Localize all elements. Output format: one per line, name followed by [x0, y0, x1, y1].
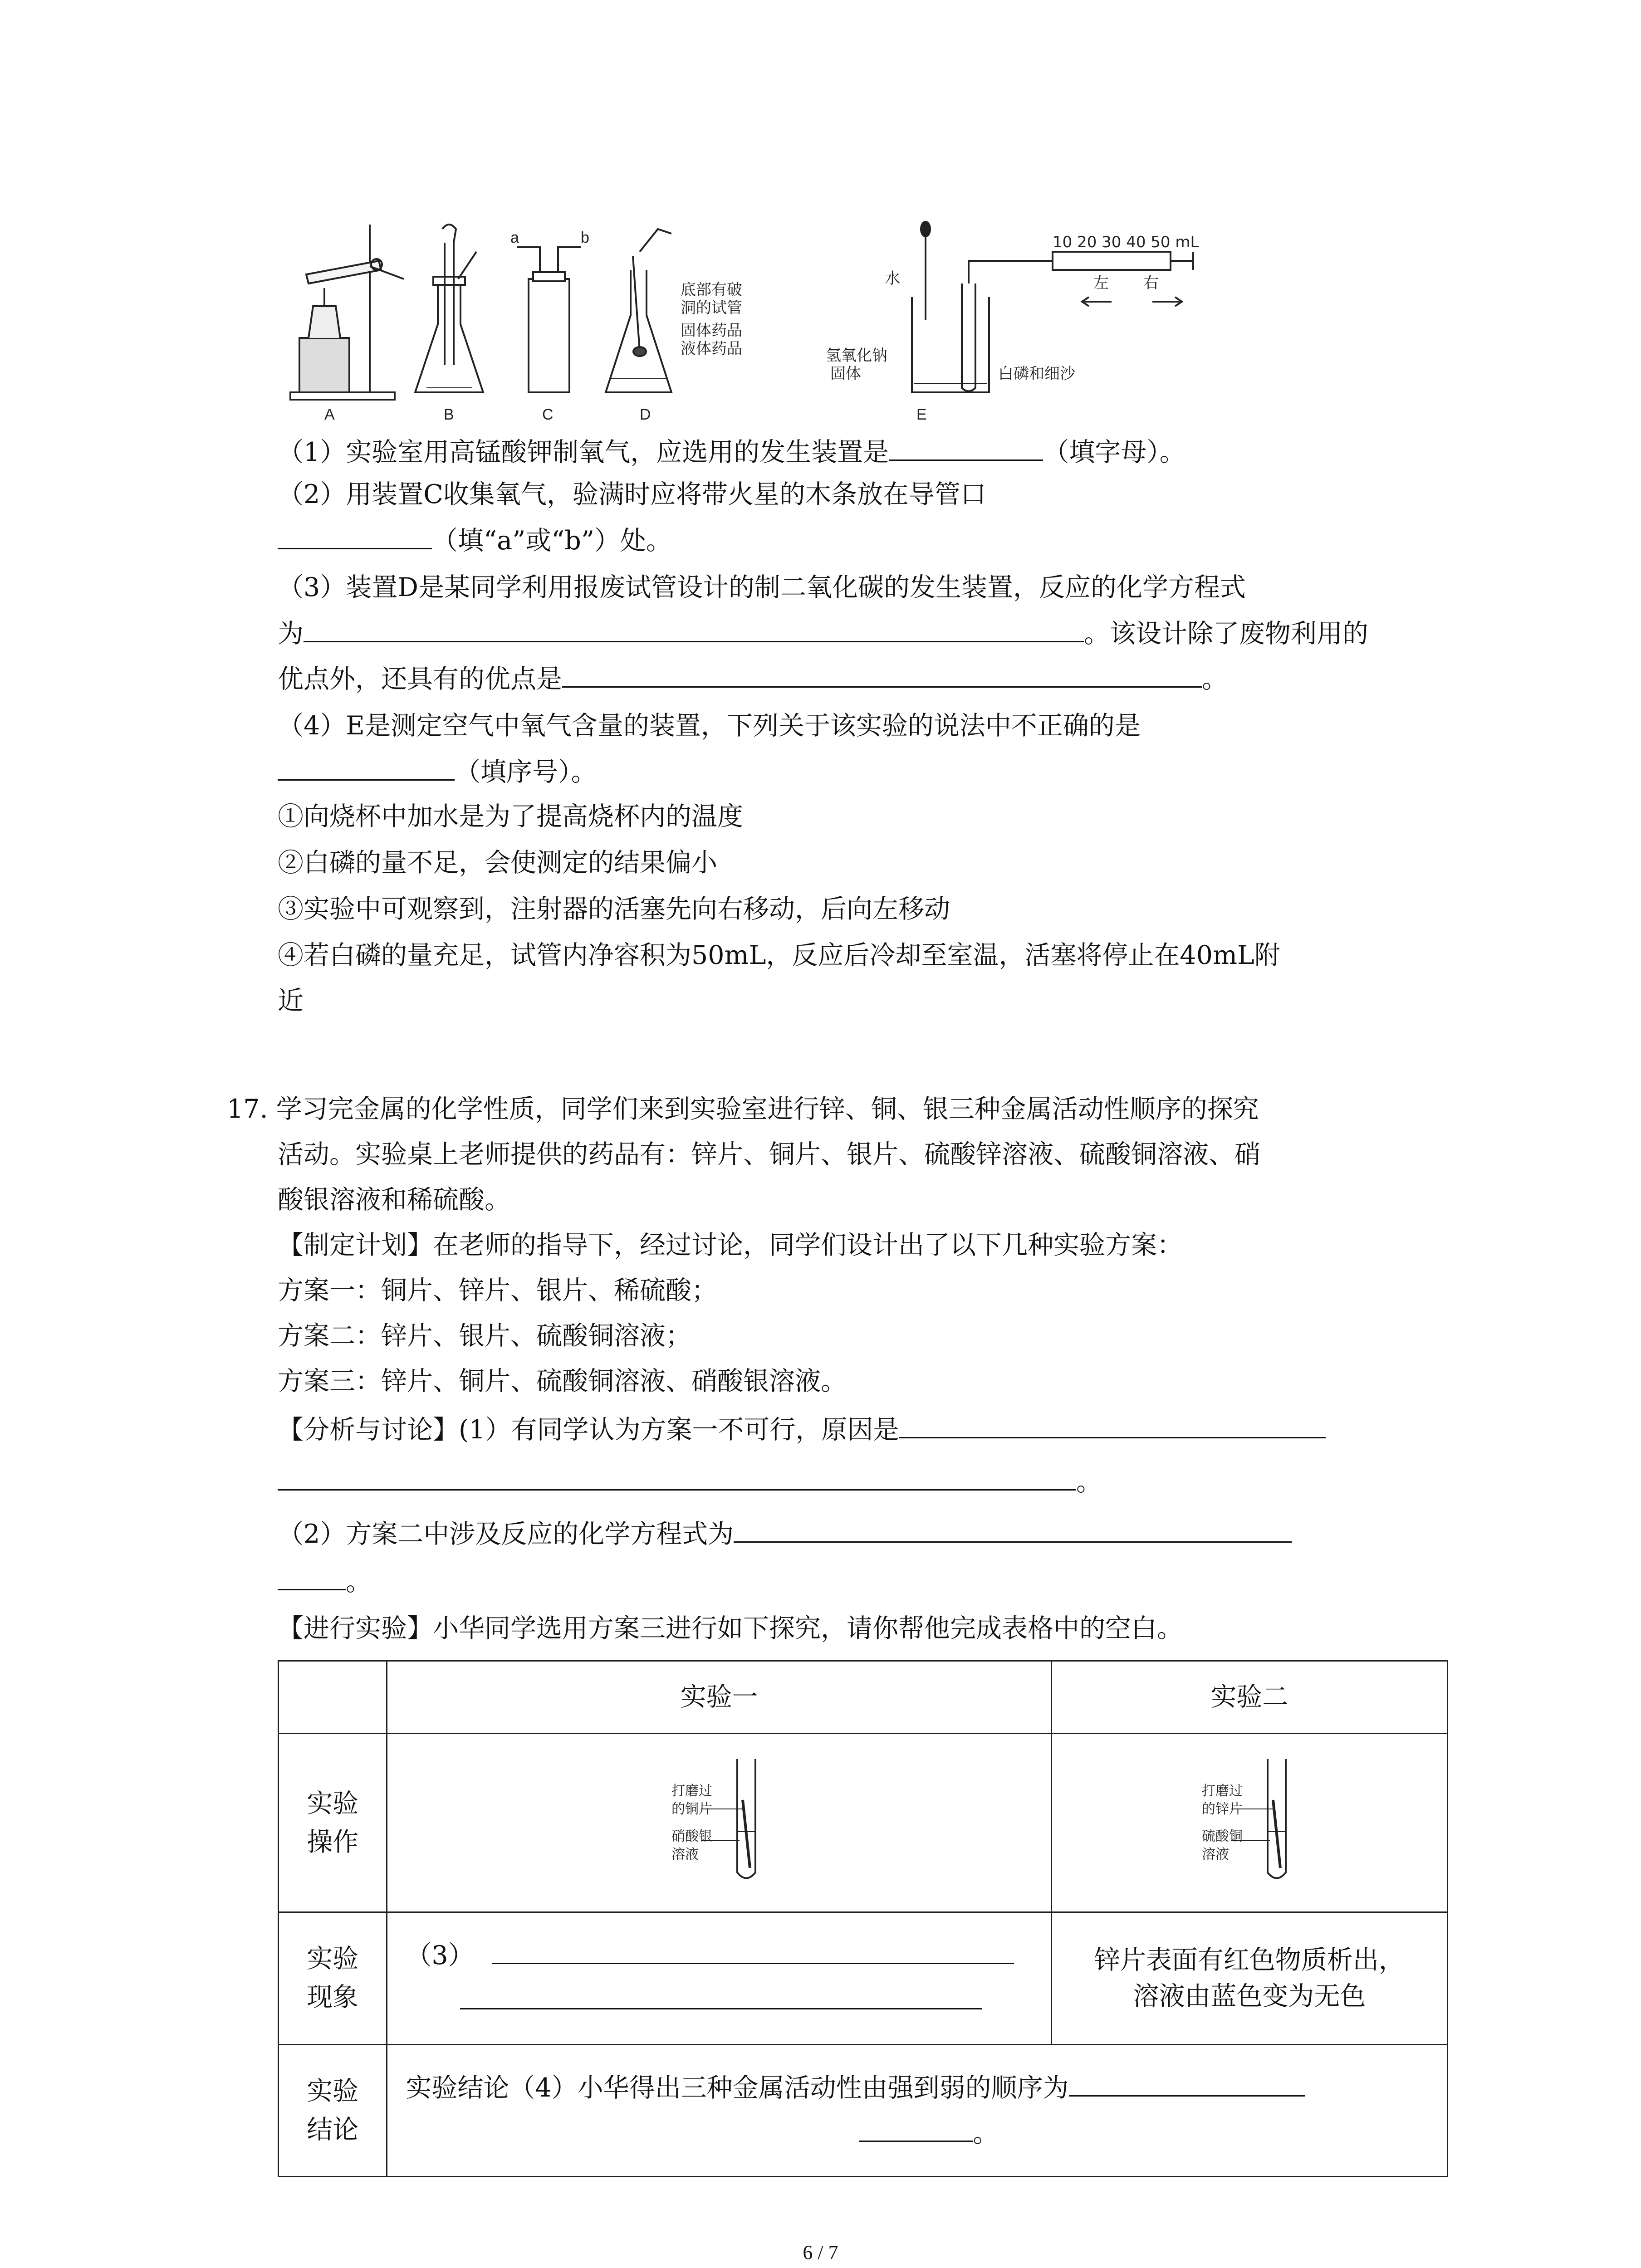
q17-analysis-2-cont: 。 — [278, 1563, 372, 1600]
e-label-water: 水 — [885, 269, 900, 288]
exp1-label-1: 打磨过 — [671, 1783, 713, 1799]
e-label-right: 右 — [1143, 274, 1159, 292]
exp1-label-4: 溶液 — [671, 1847, 699, 1863]
q16-blank-4[interactable] — [562, 660, 1202, 688]
q17-blank-4[interactable] — [278, 1563, 346, 1590]
syringe-scale: 10 20 30 40 50 mL — [1053, 233, 1199, 251]
q17-analysis-1-cont: 。 — [278, 1463, 1102, 1500]
d-label-2: 洞的试管 — [681, 299, 742, 317]
exp2-label-1: 打磨过 — [1201, 1783, 1243, 1799]
e-label-left: 左 — [1093, 274, 1109, 292]
q17-analysis-2: （2）方案二中涉及反应的化学方程式为 — [278, 1515, 1292, 1552]
q17-experiment-intro: 【进行实验】小华同学选用方案三进行如下探究，请你帮他完成表格中的空白。 — [278, 1613, 1183, 1643]
q16-part2-cont: （填“a”或“b”）处。 — [278, 522, 672, 559]
label-c: C — [542, 406, 554, 423]
exp1-label-2: 的铜片 — [671, 1801, 713, 1818]
label-c-a: a — [510, 229, 519, 246]
e-label-solid: 固体 — [830, 365, 861, 383]
exp1-tube-diagram — [647, 1750, 792, 1886]
e-label-phosphorus: 白磷和细沙 — [998, 365, 1075, 383]
q16-part1: （1）实验室用高锰酸钾制氧气，应选用的发生装置是 （填字母）。 — [278, 433, 1185, 470]
q16-part3-adv: 优点外，还具有的优点是 。 — [278, 660, 1228, 697]
conclusion-cell: 实验结论（4）小华得出三种金属活动性由强到弱的顺序为 。 — [387, 2044, 1448, 2176]
q16-part3: （3）装置D是某同学利用报废试管设计的制二氧化碳的发生装置，反应的化学方程式 — [278, 572, 1246, 602]
apparatus-d — [606, 229, 671, 392]
exp2-tube-figure — [1177, 1750, 1322, 1886]
apparatus-a — [290, 225, 404, 400]
exp2-operation — [1051, 1733, 1447, 1912]
apparatus-b — [415, 225, 483, 392]
q17-blank-1[interactable] — [899, 1411, 1326, 1438]
exp2-label-3: 硫酸铜 — [1201, 1828, 1243, 1845]
table-blank-3b[interactable] — [460, 1982, 982, 2009]
q16-option-1: ①向烧杯中加水是为了提高烧杯内的温度 — [278, 802, 743, 831]
q17-line-3: 酸银溶液和稀硫酸。 — [278, 1185, 510, 1215]
exp2-label-4: 溶液 — [1201, 1847, 1229, 1863]
experiment-table — [278, 1660, 1448, 2177]
q17-scheme-2: 方案二：锌片、银片、硫酸铜溶液； — [278, 1321, 691, 1351]
exp1-phenomenon: （3） — [387, 1912, 1051, 2044]
apparatus-c — [517, 247, 581, 392]
q16-part2: （2）用装置C收集氧气，验满时应将带火星的木条放在导管口 — [278, 479, 986, 509]
d-label-1: 底部有破 — [681, 281, 742, 299]
exp1-label-3: 硝酸银 — [671, 1828, 713, 1845]
d-label-4: 液体药品 — [681, 340, 742, 358]
q17-plan: 【制定计划】在老师的指导下，经过讨论，同学们设计出了以下几种实验方案： — [278, 1230, 1183, 1260]
q17-scheme-3: 方案三：锌片、铜片、硫酸铜溶液、硝酸银溶液。 — [278, 1366, 847, 1396]
label-c-b: b — [581, 229, 589, 246]
q16-option-3: ③实验中可观察到，注射器的活塞先向右移动，后向左移动 — [278, 894, 950, 924]
q17-blank-2[interactable] — [278, 1463, 1076, 1491]
q16-blank-2[interactable] — [278, 522, 432, 549]
q16-part4: （4）E是测定空气中氧气含量的装置，下列关于该实验的说法中不正确的是 — [278, 711, 1141, 741]
label-d: D — [640, 406, 651, 423]
q17-scheme-1: 方案一：铜片、锌片、银片、稀硫酸； — [278, 1276, 717, 1305]
table-blank-4b[interactable] — [859, 2114, 973, 2142]
label-b: B — [444, 406, 454, 423]
exp1-operation — [387, 1733, 1051, 1912]
exp2-tube-diagram — [1177, 1750, 1322, 1886]
table-blank-4a[interactable] — [1069, 2069, 1305, 2097]
table-corner — [279, 1661, 387, 1734]
row-header-operation: 实验 操作 — [279, 1733, 387, 1912]
d-label-3: 固体药品 — [681, 322, 742, 340]
exp2-phenomenon: 锌片表面有红色物质析出， 溶液由蓝色变为无色 — [1051, 1912, 1447, 2044]
q16-blank-1[interactable] — [889, 433, 1043, 461]
page-number: 6 / 7 — [803, 2241, 838, 2263]
q16-blank-5[interactable] — [278, 753, 455, 781]
row-header-conclusion: 实验 结论 — [279, 2044, 387, 2176]
q16-option-2: ②白磷的量不足，会使测定的结果偏小 — [278, 848, 717, 878]
q17-analysis-1: 【分析与讨论】(1）有同学认为方案一不可行，原因是 — [278, 1411, 1326, 1448]
q16-option-4-cont: 近 — [278, 986, 304, 1016]
exp1-tube-figure — [647, 1750, 792, 1886]
q16-part3-eq: 为 。该设计除了废物利用的 — [278, 615, 1368, 652]
q16-blank-3[interactable] — [304, 615, 1084, 642]
exp2-label-2: 的锌片 — [1201, 1801, 1243, 1818]
row-header-phenomenon: 实验 现象 — [279, 1912, 387, 2044]
apparatus-figure — [281, 215, 1207, 424]
q16-option-4: ④若白磷的量充足，试管内净容积为50mL，反应后冷却至室温，活塞将停止在40mL附 — [278, 940, 1280, 970]
q16-part4-cont: （填序号）。 — [278, 753, 597, 790]
apparatus-diagram — [281, 215, 1207, 424]
q17-blank-3[interactable] — [734, 1515, 1292, 1543]
col-header-exp1: 实验一 — [387, 1661, 1051, 1734]
q17-line-1: 17. 学习完金属的化学性质，同学们来到实验室进行锌、铜、银三种金属活动性顺序的探究 — [227, 1094, 1259, 1124]
col-header-exp2: 实验二 — [1051, 1661, 1447, 1734]
q17-line-2: 活动。实验桌上老师提供的药品有：锌片、铜片、银片、硫酸锌溶液、硫酸铜溶液、硝 — [278, 1139, 1260, 1169]
e-label-naoh: 氢氧化钠 — [826, 347, 887, 365]
label-e: E — [916, 406, 927, 423]
table-blank-3a[interactable] — [492, 1936, 1014, 1964]
label-a: A — [324, 406, 335, 423]
